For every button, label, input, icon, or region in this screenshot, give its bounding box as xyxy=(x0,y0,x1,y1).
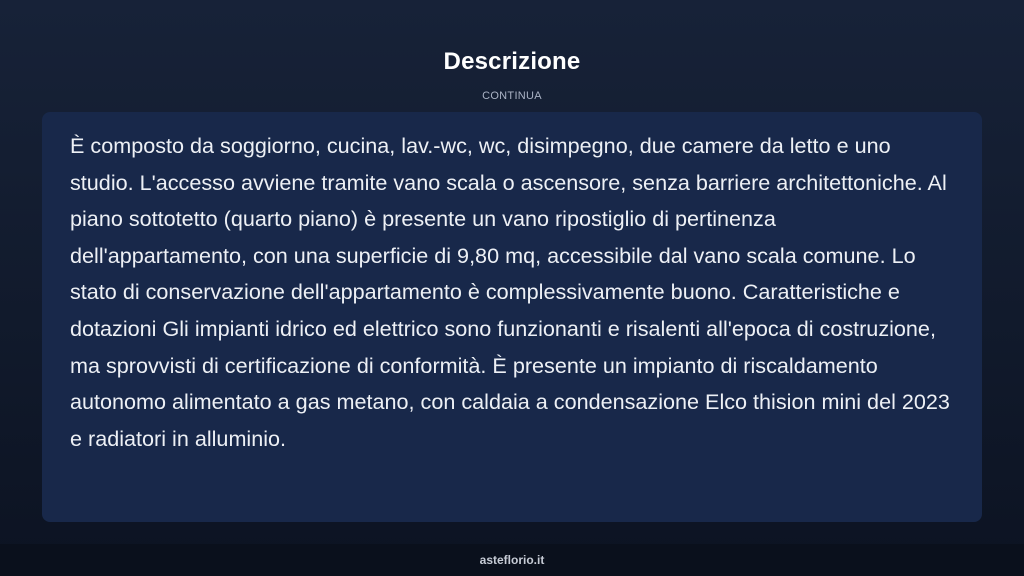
page-title: Descrizione xyxy=(443,48,581,75)
footer xyxy=(0,544,1024,576)
footer-site-label: asteflorio.it xyxy=(479,553,545,567)
continue-link[interactable]: CONTINUA xyxy=(482,90,542,102)
description-text: È composto da soggiorno, cucina, lav.-wc, wc, disimpegno, due camere da letto e uno studio. L'accesso avviene tramite vano scala o ascensore, senza barriere architettoniche. Al piano sottotetto (quarto piano) è presente un vano ripostiglio di pertinenza dell'appartamento, con una superficie di 9,80 mq, accessibile dal vano scala comune. Lo stato di conservazione dell'appartamento è complessivamente buono. Caratteristiche e dotazioni Gli impianti idrico ed elettrico sono funzionanti e risalenti all'epoca di costruzione, ma sprovvisti di certificazione di conformità. È presente un impianto di riscaldamento autonomo alimentato a gas metano, con caldaia a condensazione Elco thision mini del 2023 e radiatori in alluminio. xyxy=(70,133,950,451)
description-panel xyxy=(42,112,982,522)
